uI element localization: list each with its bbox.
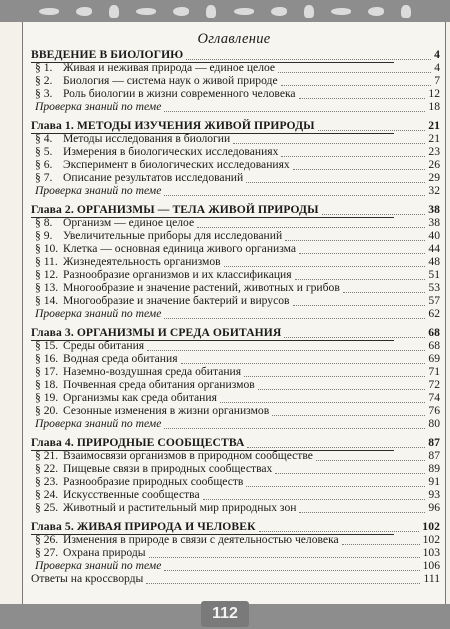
section-title: Почвенная среда обитания организмов (63, 378, 255, 391)
toc-chapter-row[interactable] (31, 48, 440, 61)
section-title: Организмы как среда обитания (63, 391, 217, 404)
leader-dots (149, 556, 420, 558)
page-number: 112 (201, 601, 249, 627)
leader-dots (342, 543, 420, 545)
toc-page-number: 62 (428, 307, 440, 320)
leader-dots (316, 459, 425, 461)
toc-chapter-row[interactable] (31, 520, 440, 533)
section-number: § 8. (35, 216, 53, 229)
animal-silhouette-icon (234, 8, 254, 15)
animal-silhouette-icon (331, 8, 351, 15)
toc-entry-title (35, 171, 243, 184)
toc-section-row[interactable] (31, 488, 440, 501)
toc-section-row[interactable] (31, 171, 440, 184)
toc-section-row[interactable] (31, 216, 440, 229)
section-number: § 11. (35, 255, 58, 268)
page-title: Оглавление (197, 31, 271, 47)
animal-silhouette-icon (271, 7, 287, 16)
leader-dots (258, 388, 425, 390)
toc-page-number: 12 (428, 87, 440, 100)
section-number: § 23. (35, 475, 59, 488)
toc-entry-title (35, 87, 296, 100)
section-number: § 4. (35, 132, 53, 145)
leader-dots (224, 265, 425, 267)
section-title: Среды обитания (63, 339, 145, 352)
toc-page-number: 93 (428, 488, 440, 501)
toc-answers-row[interactable] (31, 572, 440, 585)
toc-section-row[interactable] (31, 268, 440, 281)
section-title: Изменения в природе в связи с деятельностью человека (63, 533, 339, 546)
leader-dots (278, 71, 431, 73)
section-title: Биология — система наук о живой природе (63, 74, 278, 87)
toc-section-row[interactable] (31, 229, 440, 242)
leader-dots (197, 226, 425, 228)
section-number: § 12. (35, 268, 59, 281)
toc-section-row[interactable] (31, 546, 440, 559)
toc-entry-title: Глава 1. МЕТОДЫ ИЗУЧЕНИЯ ЖИВОЙ ПРИРОДЫ (31, 119, 315, 132)
toc-chapter-row[interactable] (31, 203, 440, 216)
toc-page-number: 26 (428, 158, 440, 171)
toc-entry-title (35, 488, 200, 501)
leader-dots (246, 181, 425, 183)
section-number: § 22. (35, 462, 59, 475)
toc-entry-title (35, 242, 296, 255)
toc-page-number: 102 (422, 520, 440, 533)
leader-dots (164, 194, 425, 196)
toc-section-row[interactable] (31, 404, 440, 417)
section-number: § 16. (35, 352, 59, 365)
section-title: Сезонные изменения в жизни организмов (63, 404, 270, 417)
toc-page-number: 51 (428, 268, 440, 281)
toc-section-row[interactable] (31, 365, 440, 378)
section-number: § 2. (35, 74, 53, 87)
section-title: Жизнедеятельность организмов (63, 255, 221, 268)
toc-section-row[interactable] (31, 145, 440, 158)
toc-page-number: 21 (428, 132, 440, 145)
toc-review-row[interactable] (31, 184, 440, 197)
toc-entry-title (35, 132, 230, 145)
toc-page-number: 7 (434, 74, 440, 87)
leader-dots (285, 239, 425, 241)
toc-entry-title: Глава 2. ОРГАНИЗМЫ — ТЕЛА ЖИВОЙ ПРИРОДЫ (31, 203, 319, 216)
leader-dots (272, 414, 425, 416)
leader-dots (164, 110, 425, 112)
decorative-animal-border (0, 0, 450, 22)
toc-entry-title (35, 229, 282, 242)
section-number: § 26. (35, 533, 59, 546)
section-title: Разнообразие организмов и их классификация (63, 268, 292, 281)
section-number: § 27. (35, 546, 59, 559)
toc-page-number: 40 (428, 229, 440, 242)
leader-dots (244, 375, 425, 377)
toc-section-row[interactable] (31, 61, 440, 74)
toc-page-number: 72 (428, 378, 440, 391)
toc-page-number: 23 (428, 145, 440, 158)
section-title: Пищевые связи в природных сообществах (63, 462, 273, 475)
toc-review-row[interactable] (31, 417, 440, 430)
section-title: Разнообразие природных сообществ (63, 475, 244, 488)
toc-section-row[interactable] (31, 74, 440, 87)
toc-entry-title (35, 74, 278, 87)
animal-silhouette-icon (109, 5, 119, 18)
section-title: Взаимосвязи организмов в природном сообществе (63, 449, 313, 462)
toc-entry-title (35, 365, 241, 378)
animal-silhouette-icon (76, 7, 92, 16)
section-title: Многообразие и значение бактерий и вирусов (63, 294, 290, 307)
toc-page-number: 18 (428, 100, 440, 113)
section-number: § 24. (35, 488, 59, 501)
toc-entry-title (35, 339, 144, 352)
toc-page-number: 91 (428, 475, 440, 488)
toc-entry-title: Глава 3. ОРГАНИЗМЫ И СРЕДА ОБИТАНИЯ (31, 326, 282, 339)
leader-dots (146, 582, 420, 584)
toc-page-number: 38 (428, 216, 440, 229)
toc-entry-title (35, 216, 194, 229)
toc-entry-title (35, 475, 243, 488)
toc-page-number: 111 (423, 572, 440, 585)
toc-entry-title (35, 533, 339, 546)
section-number: § 17. (35, 365, 59, 378)
toc-section-row[interactable] (31, 391, 440, 404)
section-number: § 9. (35, 229, 53, 242)
section-number: § 20. (35, 404, 59, 417)
section-title: Охрана природы (63, 546, 146, 559)
leader-dots (293, 168, 425, 170)
toc-chapter-row[interactable] (31, 119, 440, 132)
animal-silhouette-icon (136, 8, 156, 15)
toc-page-number: 76 (428, 404, 440, 417)
toc-page-number: 4 (434, 48, 440, 61)
animal-silhouette-icon (39, 8, 59, 15)
toc-entry-title: Проверка знаний по теме (35, 417, 162, 430)
section-title: Водная среда обитания (63, 352, 178, 365)
toc-section-row[interactable] (31, 281, 440, 294)
toc-entry-title: Проверка знаний по теме (35, 307, 162, 320)
toc-entry-title (35, 268, 292, 281)
table-of-contents (31, 48, 440, 585)
toc-entry-title (35, 501, 296, 514)
toc-entry-title: Глава 4. ПРИРОДНЫЕ СООБЩЕСТВА (31, 436, 245, 449)
section-number: § 1. (35, 61, 53, 74)
leader-dots (233, 142, 425, 144)
toc-entry-title (35, 158, 290, 171)
toc-page-number: 4 (434, 61, 440, 74)
section-title: Многообразие и значение растений, животных и грибов (63, 281, 340, 294)
section-number: § 7. (35, 171, 53, 184)
section-number: § 18. (35, 378, 59, 391)
toc-section-row[interactable] (31, 242, 440, 255)
toc-section-row[interactable] (31, 533, 440, 546)
toc-page-number: 80 (428, 417, 440, 430)
toc-page-number: 103 (422, 546, 440, 559)
toc-section-row[interactable] (31, 87, 440, 100)
section-number: § 14. (35, 294, 59, 307)
toc-page-number: 89 (428, 462, 440, 475)
toc-page-number: 21 (428, 119, 440, 132)
animal-silhouette-icon (401, 5, 411, 18)
section-number: § 25. (35, 501, 59, 514)
toc-section-row[interactable] (31, 475, 440, 488)
toc-page-number: 38 (428, 203, 440, 216)
toc-entry-title (35, 378, 255, 391)
leader-dots (203, 498, 425, 500)
section-number: § 13. (35, 281, 59, 294)
leader-dots (186, 58, 431, 60)
toc-page-number: 29 (428, 171, 440, 184)
toc-page-number: 44 (428, 242, 440, 255)
section-number: § 10. (35, 242, 59, 255)
toc-chapter-row[interactable] (31, 436, 440, 449)
toc-page-number: 53 (428, 281, 440, 294)
section-title: Наземно-воздушная среда обитания (63, 365, 242, 378)
toc-page-number: 74 (428, 391, 440, 404)
leader-dots (246, 485, 425, 487)
section-number: § 19. (35, 391, 59, 404)
section-number: § 15. (35, 339, 59, 352)
toc-chapter-row[interactable] (31, 326, 440, 339)
toc-entry-title (35, 404, 269, 417)
toc-page-number: 32 (428, 184, 440, 197)
toc-entry-title (35, 352, 178, 365)
leader-dots (181, 362, 425, 364)
toc-page (22, 22, 446, 604)
toc-section-row[interactable] (31, 132, 440, 145)
toc-entry-title (35, 462, 272, 475)
toc-entry-title (35, 546, 146, 559)
leader-dots (247, 446, 425, 448)
toc-page-number: 48 (428, 255, 440, 268)
toc-section-row[interactable] (31, 378, 440, 391)
section-number: § 5. (35, 145, 53, 158)
section-title: Животный и растительный мир природных зон (63, 501, 297, 514)
toc-entry-title: Проверка знаний по теме (35, 184, 162, 197)
section-title: Организм — единое целое (63, 216, 195, 229)
toc-review-row[interactable] (31, 559, 440, 572)
toc-entry-title: Глава 5. ЖИВАЯ ПРИРОДА И ЧЕЛОВЕК (31, 520, 256, 533)
section-title: Увеличительные приборы для исследований (63, 229, 283, 242)
toc-section-row[interactable] (31, 294, 440, 307)
leader-dots (299, 511, 425, 513)
section-number: § 3. (35, 87, 53, 100)
animal-silhouette-icon (304, 5, 314, 18)
leader-dots (164, 569, 420, 571)
toc-page-number: 68 (428, 326, 440, 339)
toc-section-row[interactable] (31, 255, 440, 268)
toc-entry-title (35, 449, 313, 462)
leader-dots (220, 401, 425, 403)
leader-dots (293, 304, 425, 306)
toc-section-row[interactable] (31, 352, 440, 365)
leader-dots (164, 427, 425, 429)
toc-page-number: 102 (422, 533, 440, 546)
leader-dots (318, 129, 425, 131)
section-number: § 21. (35, 449, 59, 462)
toc-entry-title (35, 281, 340, 294)
leader-dots (299, 252, 425, 254)
animal-silhouette-icon (206, 5, 216, 18)
toc-section-row[interactable] (31, 462, 440, 475)
toc-page-number: 96 (428, 501, 440, 514)
toc-section-row[interactable] (31, 339, 440, 352)
leader-dots (295, 278, 425, 280)
toc-entry-title (35, 145, 278, 158)
leader-dots (322, 213, 425, 215)
leader-dots (284, 336, 425, 338)
section-title: Роль биологии в жизни современного человека (63, 87, 296, 100)
toc-entry-title: Ответы на кроссворды (31, 572, 144, 585)
leader-dots (281, 155, 425, 157)
toc-entry-title: ВВЕДЕНИЕ В БИОЛОГИЮ (31, 48, 184, 61)
section-number: § 6. (35, 158, 53, 171)
toc-page-number: 106 (422, 559, 440, 572)
leader-dots (259, 530, 419, 532)
section-title: Эксперимент в биологических исследованиях (63, 158, 290, 171)
section-title: Клетка — основная единица живого организма (63, 242, 297, 255)
animal-silhouette-icon (173, 7, 189, 16)
section-title: Живая и неживая природа — единое целое (63, 61, 276, 74)
leader-dots (147, 349, 425, 351)
leader-dots (343, 291, 425, 293)
toc-page-number: 68 (428, 339, 440, 352)
toc-entry-title: Проверка знаний по теме (35, 100, 162, 113)
toc-review-row[interactable] (31, 307, 440, 320)
toc-entry-title (35, 255, 221, 268)
section-title: Измерения в биологических исследованиях (63, 145, 279, 158)
leader-dots (164, 317, 425, 319)
leader-dots (275, 472, 425, 474)
toc-section-row[interactable] (31, 449, 440, 462)
toc-entry-title: Проверка знаний по теме (35, 559, 162, 572)
animal-silhouette-icon (368, 7, 384, 16)
toc-entry-title (35, 391, 217, 404)
section-title: Описание результатов исследований (63, 171, 244, 184)
toc-page-number: 87 (428, 436, 440, 449)
section-title: Искусственные сообщества (63, 488, 200, 501)
toc-section-row[interactable] (31, 158, 440, 171)
toc-entry-title (35, 61, 275, 74)
leader-dots (299, 97, 425, 99)
toc-page-number: 87 (428, 449, 440, 462)
toc-page-number: 69 (428, 352, 440, 365)
toc-entry-title (35, 294, 290, 307)
section-title: Методы исследования в биологии (63, 132, 231, 145)
toc-page-number: 57 (428, 294, 440, 307)
toc-review-row[interactable] (31, 100, 440, 113)
leader-dots (281, 84, 431, 86)
toc-section-row[interactable] (31, 501, 440, 514)
toc-page-number: 71 (428, 365, 440, 378)
